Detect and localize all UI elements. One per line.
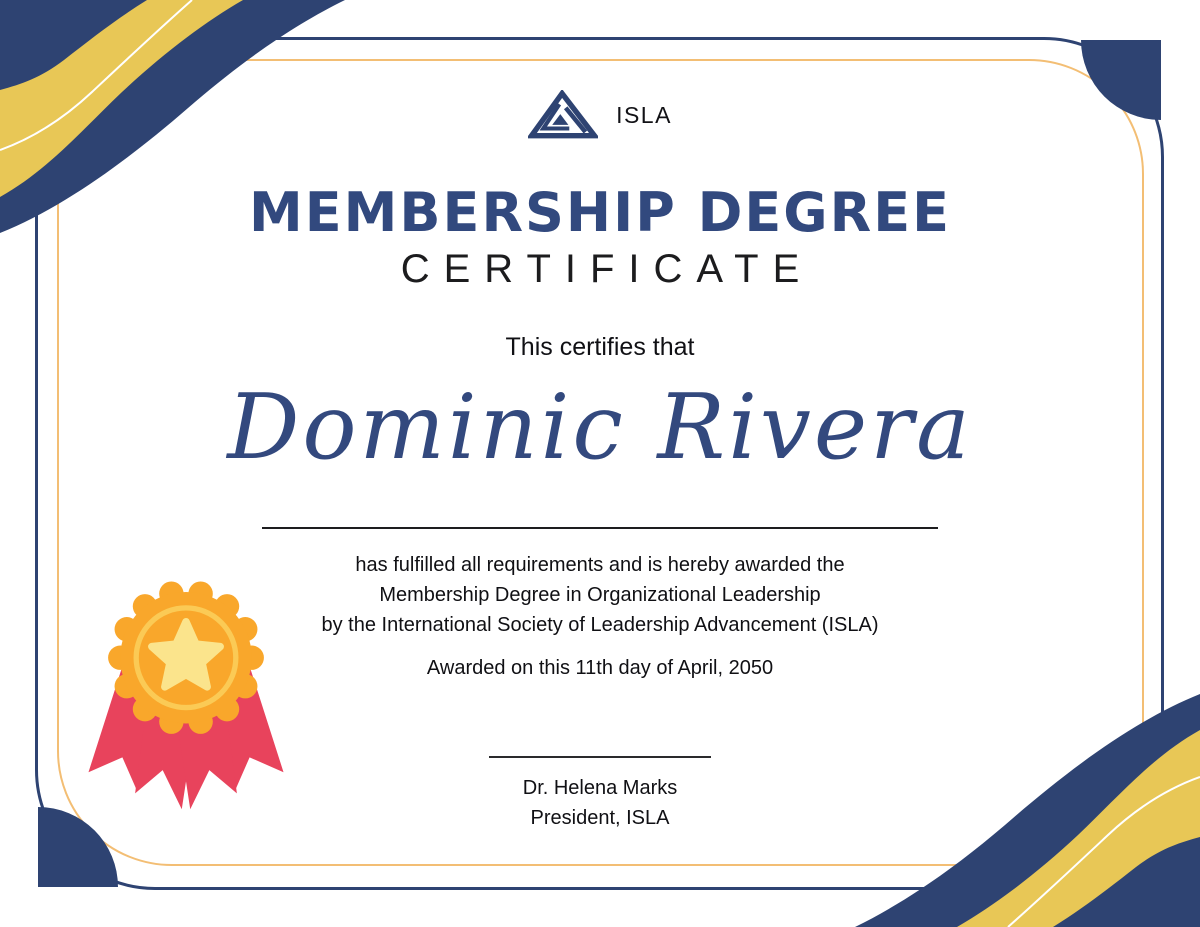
award-date-text: Awarded on this 11th day of April, 2050: [426, 657, 774, 679]
recipient-name-underline: [262, 527, 938, 529]
signatory-name: Dr. Helena Marks: [522, 777, 678, 799]
logo-text: ISLA: [616, 101, 672, 128]
award-statement-line-3: by the International Society of Leadership Advancement (ISLA): [321, 614, 879, 636]
award-statement: [0, 550, 1200, 640]
certificate-subtitle: CERTIFICATE: [400, 247, 814, 291]
recipient-name: Dominic Rivera: [227, 375, 973, 480]
signatory-role: President, ISLA: [530, 807, 670, 829]
signature-line: [489, 756, 711, 758]
organization-logo: [0, 90, 1200, 140]
certificate-title: MEMBERSHIP DEGREE: [249, 181, 951, 244]
intro-text: This certifies that: [505, 333, 695, 361]
award-statement-line-1: has fulfilled all requirements and is hereby awarded the: [355, 554, 845, 576]
award-statement-line-2: Membership Degree in Organizational Leadership: [379, 584, 821, 606]
isla-triangle-logo-icon: [528, 90, 598, 140]
